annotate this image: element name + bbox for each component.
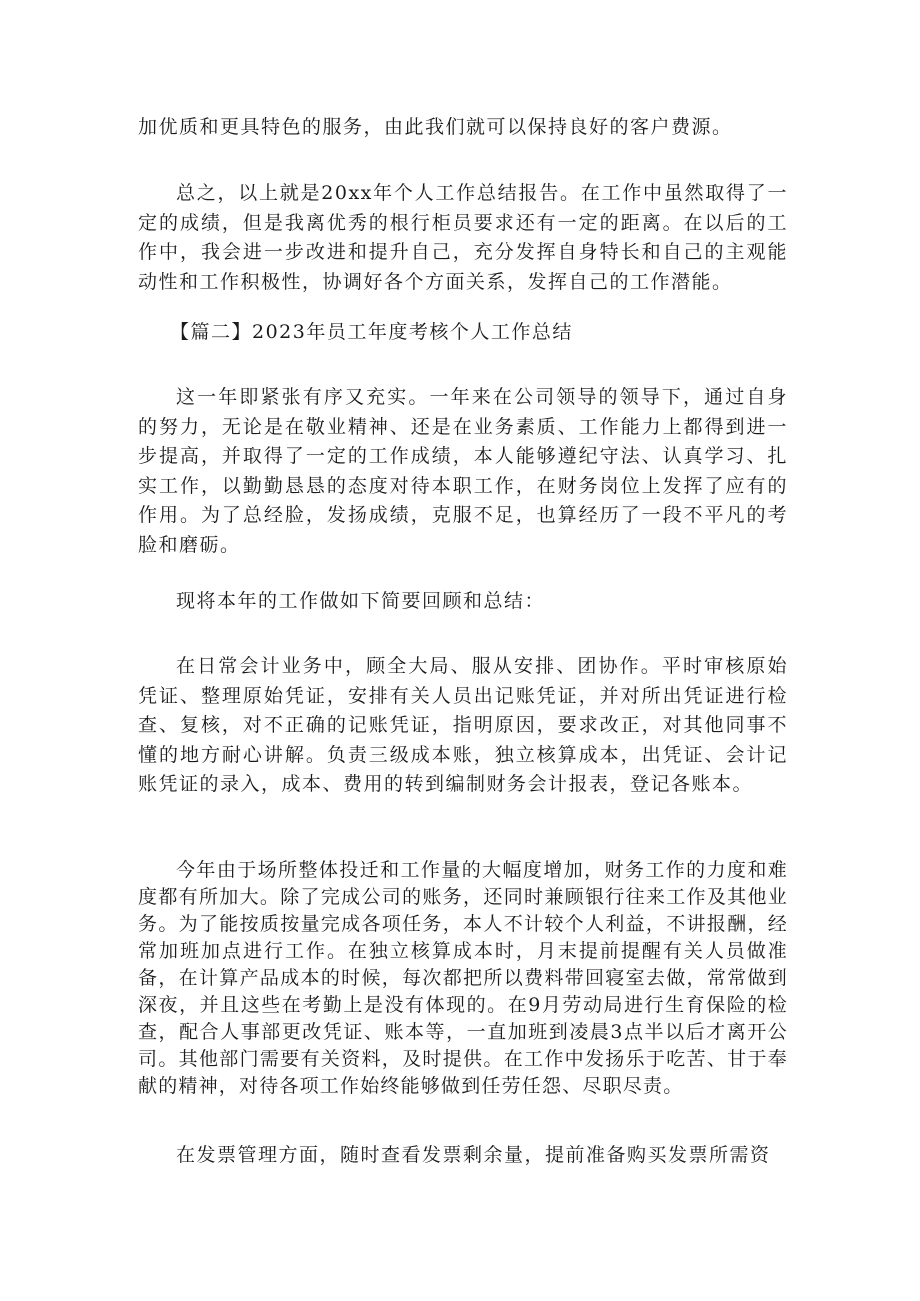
paragraph-closing-service: 加优质和更具特色的服务，由此我们就可以保持良好的客户费源。 bbox=[138, 116, 733, 138]
paragraph-daily-accounting: 在日常会计业务中，顾全大局、服从安排、团协作。平时审核原始凭证、整理原始凭证，安排有关人员出记账凭证，并对所出凭证进行检查、复核，对不正确的记账凭证，指明原因，要求改正，对其他同事不懂的地方耐心讲解。负责三级成本账，独立核算成本，出凭证、会计记账凭证的录入，成本、费用的转到编制财务会计报表，登记各账本。 bbox=[138, 655, 788, 796]
section-heading: 【篇二】2023年员工年度考核个人工作总结 bbox=[170, 321, 573, 343]
paragraph-year-overview: 这一年即紧张有序又充实。一年来在公司领导的领导下，通过自身的努力，无论是在敬业精神、还是在业务素质、工作能力上都得到进一步提高，并取得了一定的工作成绩，本人能够遵纪守法、认真学习、扎实工作，以勤勤恳恳的态度对待本职工作，在财务岗位上发挥了应有的作用。为了总经脸，发扬成绩，克服不足，也算经历了一段不平凡的考脸和磨砺。 bbox=[138, 386, 788, 556]
paragraph-review-intro: 现将本年的工作做如下简要回顾和总结： bbox=[176, 590, 546, 612]
paragraph-workload-increase: 今年由于场所整体投迁和工作量的大幅度增加，财务工作的力度和难度都有所加大。除了完成公司的账务，还同时兼顾银行往来工作及其他业务。为了能按质按量完成各项任务，本人不计较个人利益，不讲报酬，经常加班加点进行工作。在独立核算成本时，月末提前提醒有关人员做准备，在计算产品成本的时候，每次都把所以费料带回寝室去做，常常做到深夜，并且这些在考勤上是没有体现的。在9月劳动局进行生育保险的检查，配合人事部更改凭证、账本等，一直加班到凌晨3点半以后才离开公司。其他部门需要有关资料，及时提供。在工作中发扬乐于吃苦、甘于奉献的精神，对待各项工作始终能够做到任劳任怨、尽职尽责。 bbox=[138, 859, 788, 1097]
paragraph-invoice-management: 在发票管理方面，随时查看发票剩余量，提前准备购买发票所需资 bbox=[176, 1144, 771, 1166]
paragraph-summary-conclusion: 总之，以上就是20xx年个人工作总结报告。在工作中虽然取得了一定的成绩，但是我离优秀的根行柜员要求还有一定的距离。在以后的工作中，我会进一步改进和提升自己，充分发挥自身特长和自己的主观能动性和工作积极性，协调好各个方面关系，发挥自己的工作潜能。 bbox=[138, 182, 788, 293]
